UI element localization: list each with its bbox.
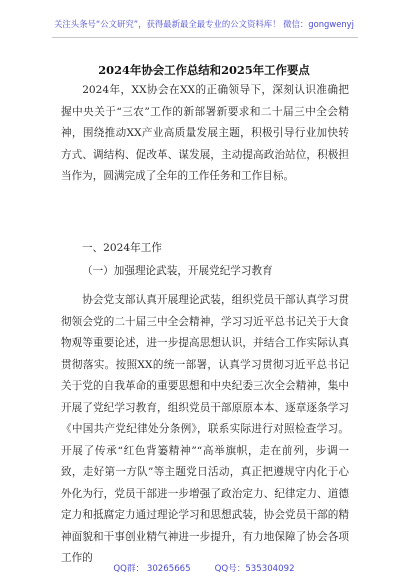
section-paragraph: 协会党支部认真开展理论武装，组织党员干部认真学习贯彻领会党的二十届三中全会精神，学习习近平总书记关于大食物观等重要论述，进一步提高思想认识，并结合工作实际认真贯彻落实。按照XX的统一部署，认真学习贯彻习近平总书记关于党的自我革命的重要思想和中央纪委三次全会精神，集中开展了党纪学习教育，组织党员干部原原本本、逐章逐条学习《中国共产党纪律处分条例》，联系实际进行对照检查学习。开展了传承“红色背篓精神”“高举旗帜，走在前列，步调一致，走好第一方队”等主题党日活动，真正把遵规守内化于心外化为行，党员干部进一步增强了政治定力、纪律定力、道德定力和抵腐定力通过理论学习和思想武装，协会党员干部的精神面貌和干事创业精气神进一步提升，有力地保障了协会各项工作的	[61, 294, 349, 564]
footer-contact	[0, 562, 408, 574]
header-divider	[52, 37, 358, 38]
footer-qq-number: QQ号：535304092	[214, 564, 295, 574]
section-heading: 一、2024年工作	[82, 242, 162, 254]
document-title: 2024年协会工作总结和2025年工作要点	[98, 63, 310, 77]
intro-paragraph: 2024年，XX协会在XX的正确领导下，深刻认识准确把握中央关于“三农”工作的新部署新要求和二十届三中全会精神，围绕推动XX产业高质量发展主题，积极引导行业加快转方式、调结构、促改革、谋发展，主动提高政治站位，积极担当作为，圆满完成了全年的工作任务和工作目标。	[61, 84, 349, 182]
footer-qq-group: QQ群： 30265665	[113, 564, 191, 574]
subsection-heading: （一）加强理论武装，开展党纪学习教育	[82, 265, 273, 277]
header-banner: 关注头条号“公文研究”，获得最新最全最专业的公文资料库！ 微信：gongwenyj	[54, 19, 354, 29]
